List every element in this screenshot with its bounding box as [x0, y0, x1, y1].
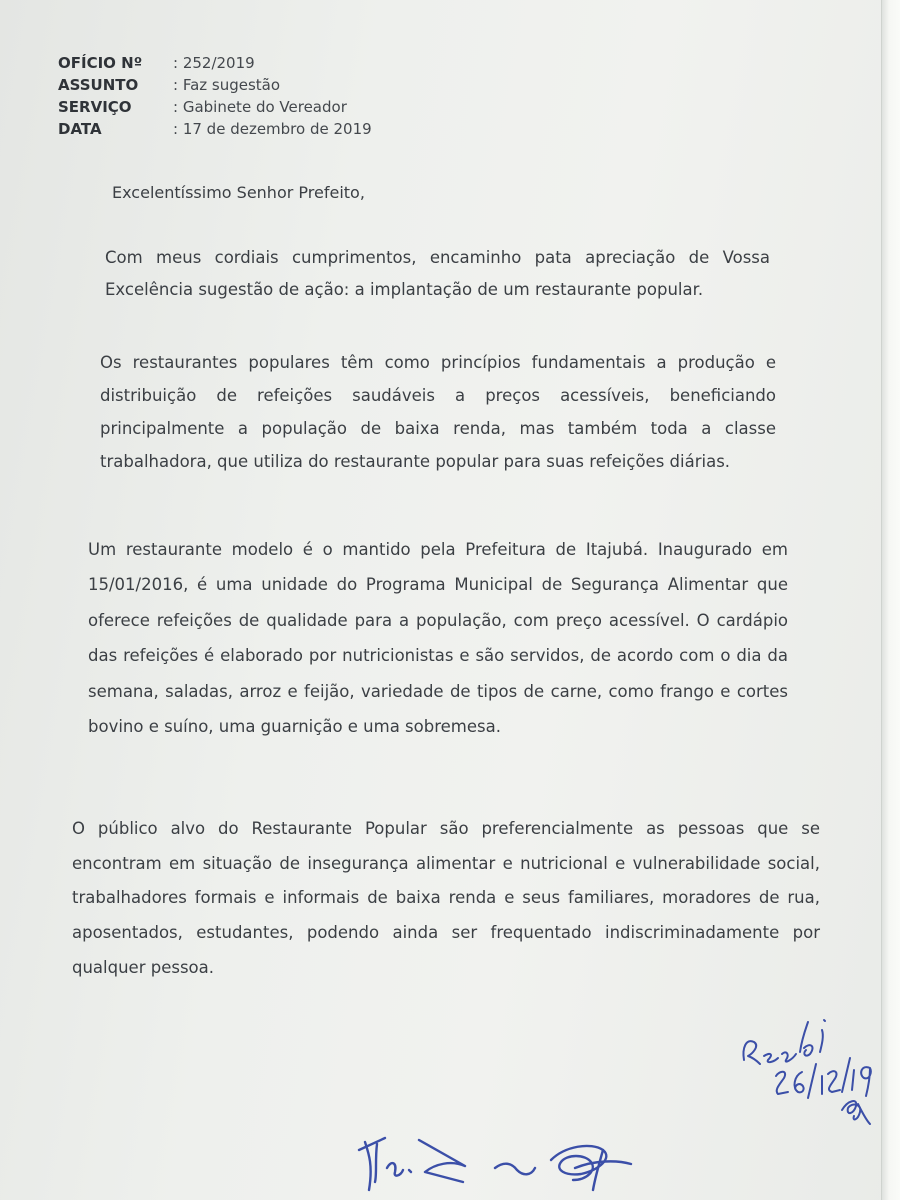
header-value: : 252/2019: [173, 54, 255, 72]
header-value: : Gabinete do Vereador: [173, 98, 347, 116]
header-label: ASSUNTO: [58, 76, 139, 94]
header-label: OFÍCIO Nº: [58, 54, 143, 72]
header-label: DATA: [58, 120, 102, 138]
paper-edge: [881, 0, 900, 1200]
header-value: : 17 de dezembro de 2019: [173, 120, 372, 138]
letter-header: [58, 52, 372, 140]
header-row-assunto: [58, 74, 372, 96]
paragraph-principles: Os restaurantes populares têm como princípios fundamentais a produção e distribuição de refeições saudáveis a preços acessíveis, beneficiando principalmente a população de baixa renda, mas também toda a classe trabalhadora, que utiliza do restaurante popular para suas refeições diárias.: [100, 353, 776, 471]
header-value: : Faz sugestão: [173, 76, 281, 94]
paragraph-model-restaurant: Um restaurante modelo é o mantido pela Prefeitura de Itajubá. Inaugurado em 15/01/2016, é uma unidade do Programa Municipal de Segurança Alimentar que oferece refeições de qualidade para a população, com preço acessível. O cardápio das refeições é elaborado por nutricionistas e são servidos, de acordo com o dia da semana, saladas, arroz e feijão, variedade de tipos de carne, como frango e cortes bovino e suíno, uma guarnição e uma sobremesa.: [88, 540, 788, 737]
paragraph-target-audience: O público alvo do Restaurante Popular são preferencialmente as pessoas que se encontram em situação de insegurança alimentar e nutricional e vulnerabilidade social, trabalhadores formais e informais de baixa renda e seus familiares, moradores de rua, aposentados, estudantes, podendo ainda ser frequentado indiscriminadamente por qualquer pessoa.: [72, 819, 820, 977]
header-row-data: [58, 118, 372, 140]
salutation: Excelentíssimo Senhor Prefeito,: [112, 183, 365, 202]
paragraph-intro: Com meus cordiais cumprimentos, encaminho pata apreciação de Vossa Excelência sugestão de ação: a implantação de um restaurante popular.: [105, 248, 770, 300]
header-label: SERVIÇO: [58, 98, 132, 116]
header-row-oficio: [58, 52, 372, 74]
received-handwritten-note: [730, 1008, 880, 1128]
header-row-servico: [58, 96, 372, 118]
signature: [355, 1120, 655, 1200]
